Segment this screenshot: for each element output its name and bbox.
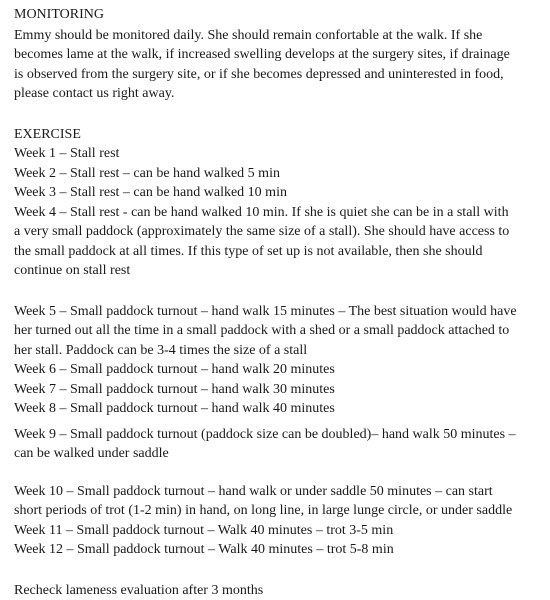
week-entry: short periods of trot (1-2 min) in hand, on long line, in large lunge circle, or under saddle [14,501,546,521]
exercise-section [14,125,546,560]
week-entry: her stall. Paddock can be 3-4 times the size of a stall [14,341,546,361]
exercise-block-weeks-10-12 [14,482,546,560]
exercise-heading: EXERCISE [14,125,546,145]
week-entry: a very small paddock (approximately the same size of a stall). She should have access to [14,222,546,242]
week-entry: Week 2 – Stall rest – can be hand walked 5 min [14,164,546,184]
week-entry: Week 5 – Small paddock turnout – hand walk 15 minutes – The best situation would have [14,302,546,322]
week-entry: Week 12 – Small paddock turnout – Walk 40 minutes – trot 5-8 min [14,540,546,560]
monitoring-section [14,5,546,104]
recheck-note: Recheck lameness evaluation after 3 months [14,581,546,600]
exercise-block-weeks-1-4 [14,144,546,281]
week-entry: Week 11 – Small paddock turnout – Walk 40 minutes – trot 3-5 min [14,521,546,541]
week-entry: Week 8 – Small paddock turnout – hand walk 40 minutes [14,399,546,419]
spacer [14,560,546,581]
monitoring-line: please contact us right away. [14,84,546,104]
week-entry: the small paddock at all times. If this type of set up is not available, then she should [14,242,546,262]
week-entry: Week 1 – Stall rest [14,144,546,164]
week-entry: Week 7 – Small paddock turnout – hand walk 30 minutes [14,380,546,400]
monitoring-line: Emmy should be monitored daily. She should remain confortable at the walk. If she [14,26,546,46]
week-entry: Week 10 – Small paddock turnout – hand walk or under saddle 50 minutes – can start [14,482,546,502]
document-page [14,5,546,600]
week-entry: her turned out all the time in a small paddock with a shed or a small paddock attached to [14,321,546,341]
exercise-block-weeks-5-8 [14,302,546,419]
monitoring-line: becomes lame at the walk, if increased swelling develops at the surgery sites, if drainage [14,45,546,65]
spacer [14,464,546,482]
week-entry: Week 9 – Small paddock turnout (paddock size can be doubled)– hand walk 50 minutes – [14,425,546,445]
spacer [14,104,546,125]
spacer [14,281,546,302]
exercise-block-week-9 [14,425,546,464]
monitoring-line: is observed from the surgery site, or if she becomes depressed and uninterested in food, [14,65,546,85]
week-entry: Week 6 – Small paddock turnout – hand walk 20 minutes [14,360,546,380]
week-entry: can be walked under saddle [14,444,546,464]
week-entry: Week 4 – Stall rest - can be hand walked 10 min. If she is quiet she can be in a stall with [14,203,546,223]
week-entry: continue on stall rest [14,261,546,281]
monitoring-heading: MONITORING [14,5,546,25]
week-entry: Week 3 – Stall rest – can be hand walked 10 min [14,183,546,203]
